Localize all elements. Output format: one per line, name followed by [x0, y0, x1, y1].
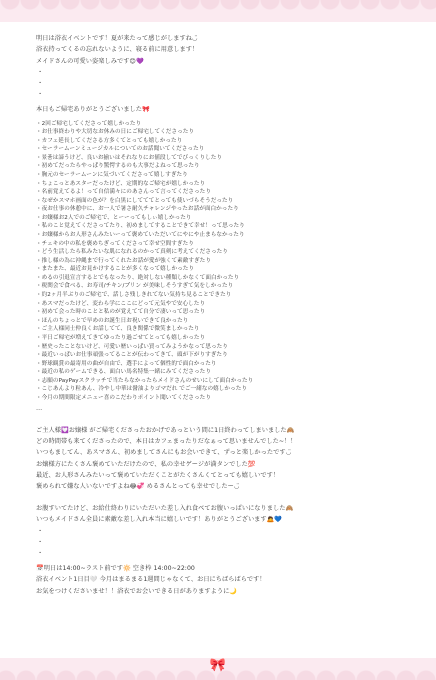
closing-paragraph-line: ご主人様💟お嬢様 がご帰宅くださったおかげであっという間に1日終わってしまいました🙈 — [36, 426, 295, 434]
list-item: ・最近いっぱいお仕事頑張ってることが伝わってきて、頭が下がりすぎたり — [36, 352, 228, 359]
list-item: ・セーラームーンミュージカルについてのお話聞いてくださったり — [36, 146, 205, 153]
list-item: ・ご主人様同士仲良くお話してて、良き関係で微笑ましかったり — [36, 326, 200, 333]
list-item: ・チェキの中の私を褒めちぎってくださって幸せ空間すぎたり — [36, 240, 194, 247]
list-item: ・名前覚えてるよ！って自信満々にのあさんって言ってくださったり — [36, 189, 211, 196]
list-item: ・お嬢様お2人でのご帰宅で、とーーってもしぃ嬉しかったり — [36, 214, 192, 221]
memories-list — [36, 120, 406, 403]
list-item: ・またまた、最近お見かけすることが多くなって嬉しかったり — [36, 266, 195, 273]
list-item: ・めるの引退宣言するとでもなったり、絶対しない種類しかなくて面白かったり — [36, 274, 240, 281]
separator-dot: ・ — [37, 527, 44, 535]
lace-border-top — [0, 0, 436, 22]
list-item: ・ほんのちょっとで早めのお誕生日お祝いできて良かったり — [36, 317, 189, 324]
list-item: ・なぜかスマホ画面の色が？を白黒にしてててとっても使いづらそうだったり — [36, 197, 234, 204]
intro-line-2: 浴衣持ってくるの忘れないように、寝る前に用意します！ — [36, 46, 199, 54]
list-item: ・税関会で食べる、お寿司/チキン/プリン が美味しそうすぎて気をしかったり — [36, 283, 234, 290]
list-item: ・景품は諦うけど、良いお揃いはそれなりにお値段してでびっくりしたり — [36, 154, 223, 161]
thanks-heading: 本日もご帰宅ありがとうございました🎀 — [36, 106, 150, 114]
list-item: ・どう生活したら私みたいな肌になれるのかって真剣に考えてくださったり — [36, 249, 228, 256]
ellipsis-separator: … — [36, 404, 43, 412]
list-item: ・野球観賞の最寄用の曲が自由で、選手によって個性的で面白かったり — [36, 360, 217, 367]
schedule-line: 📅明日は14:00~ラスト前です🔆 空き枠 14:00~22:00 — [36, 565, 195, 573]
list-item: ・推し様の為に沖縄まで行ってくれたお話が愛が強くて素敵すぎたり — [36, 257, 211, 264]
thanks-snack-line: お腹すいてたけど、お給仕終わりにいただいた差し入れ食べてお腹いっぱいになりました🙈 — [36, 505, 294, 513]
list-item: ・平日ご帰宅が増えてきてゆったり過ごせてとっても嬉しかったり — [36, 334, 206, 341]
thanks-snack-line: いつもメイドさん全員に素敵な差し入れ本当に嬉しいです！ありがとうございます🙇💙 — [36, 516, 283, 524]
ribbon-bow-icon: 🎀 — [209, 658, 227, 673]
list-item: ・今月の期間限定メニュー喜のこだわりポイント聞いてくださったり — [36, 395, 211, 401]
list-item: ・あスマだったけど、変わら学にここにどって元気やで安心したり — [36, 300, 206, 307]
diary-text-block — [36, 22, 406, 658]
list-item: ・お仕事終わりや大切なお休みの日にご帰宅してくださったり — [36, 129, 195, 136]
list-item: ・こじあんより粒あん、冷やし中華は醤油よりゴマだれ でご一緒なの嬉しかったり — [36, 386, 247, 393]
schedule-line: お気をつけくださいませ！！浴衣でお会いできる日がありますように🌙 — [36, 587, 238, 595]
closing-paragraph-line: いつもましてん、あスマさん、初めましてさんにもお会いできて、ずっと楽しかったです◡̈ — [36, 449, 292, 457]
list-item: ・2回ご帰宅してくださって嬉しかったり — [36, 120, 142, 127]
separator-dot: ・ — [37, 91, 44, 99]
closing-paragraph-line: どの時間帯も来てくださったので、本日はカフェまったりだなぁって思いませんでした~！！ — [36, 438, 297, 446]
list-item: ・私のこと覚えてくださってたり、初めましてすることできて幸せ！って思ったり — [36, 223, 245, 230]
list-item: ・志願のPayPayスクラッチで当たらなかったらメイドさんのせいにして面白かったり — [36, 377, 254, 384]
intro-line-3: メイドさんの可愛い姿楽しみです😊💜 — [36, 57, 144, 65]
intro-line-1: 明日は浴衣イベントです！夏が来たって感じがしますね◡̈ — [36, 35, 198, 43]
separator-dot: ・ — [37, 79, 44, 87]
list-item: ・初めて会った時のことと私のが覚えてて自分で凄いって思ったり — [36, 309, 206, 316]
closing-paragraph-line: 褒められて嫌な人いないですよね😂💞 めるさんとっても幸せでしたー◡̈ — [36, 482, 240, 490]
list-item: ・約2ヶ月半ぶりのご帰宅で、話しさ残しきれてない気持ち見ることできたり — [36, 292, 232, 299]
separator-dot: ・ — [37, 550, 44, 558]
list-item: ・カフェ延長してくださる方多くてとっても嬉しかったり — [36, 137, 183, 144]
list-item: ・胸元のセーラームーンに気づいてくださって嬉しすぎたり — [36, 171, 188, 178]
list-item: ・夜お仕事の休憩中に、お一人で暑さ耐久チャレンジやったお話が面白かったり — [36, 206, 239, 213]
list-item: ・お嬢様からお人形さんみたいーって褒めていただいてにやにや止まらなかったり — [36, 232, 245, 239]
separator-dot: ・ — [37, 68, 44, 76]
schedule-line: 浴衣イベント1日目🤍 今月はまるまる1週間じゃなくて、お日にちばらばらです！ — [36, 576, 266, 584]
list-item: ・初めてだったらやっぱり驚愕するのも大事だよねって思ったり — [36, 163, 200, 170]
closing-paragraph-line: お嬢様方にたくさん褒めていただけたので、私の幸せゲージが満タンでした💯 — [36, 460, 256, 468]
list-item: ・ちょこっとあスターだったけど、定期的なご帰宅が嬉しかったり — [36, 180, 206, 187]
separator-dot: ・ — [37, 538, 44, 546]
list-item: ・最近の私のゲームできる、面白い馬名特集一緒にみてくださったり — [36, 369, 211, 376]
list-item: ・歴史ったことないけど、可愛い歴いっぱい買ってみようかなって思ったり — [36, 343, 228, 350]
closing-paragraph-line: 最近、お人形さんみたいって褒めていただくことがたくさんくてとっても嬉しいです！ — [36, 471, 280, 479]
